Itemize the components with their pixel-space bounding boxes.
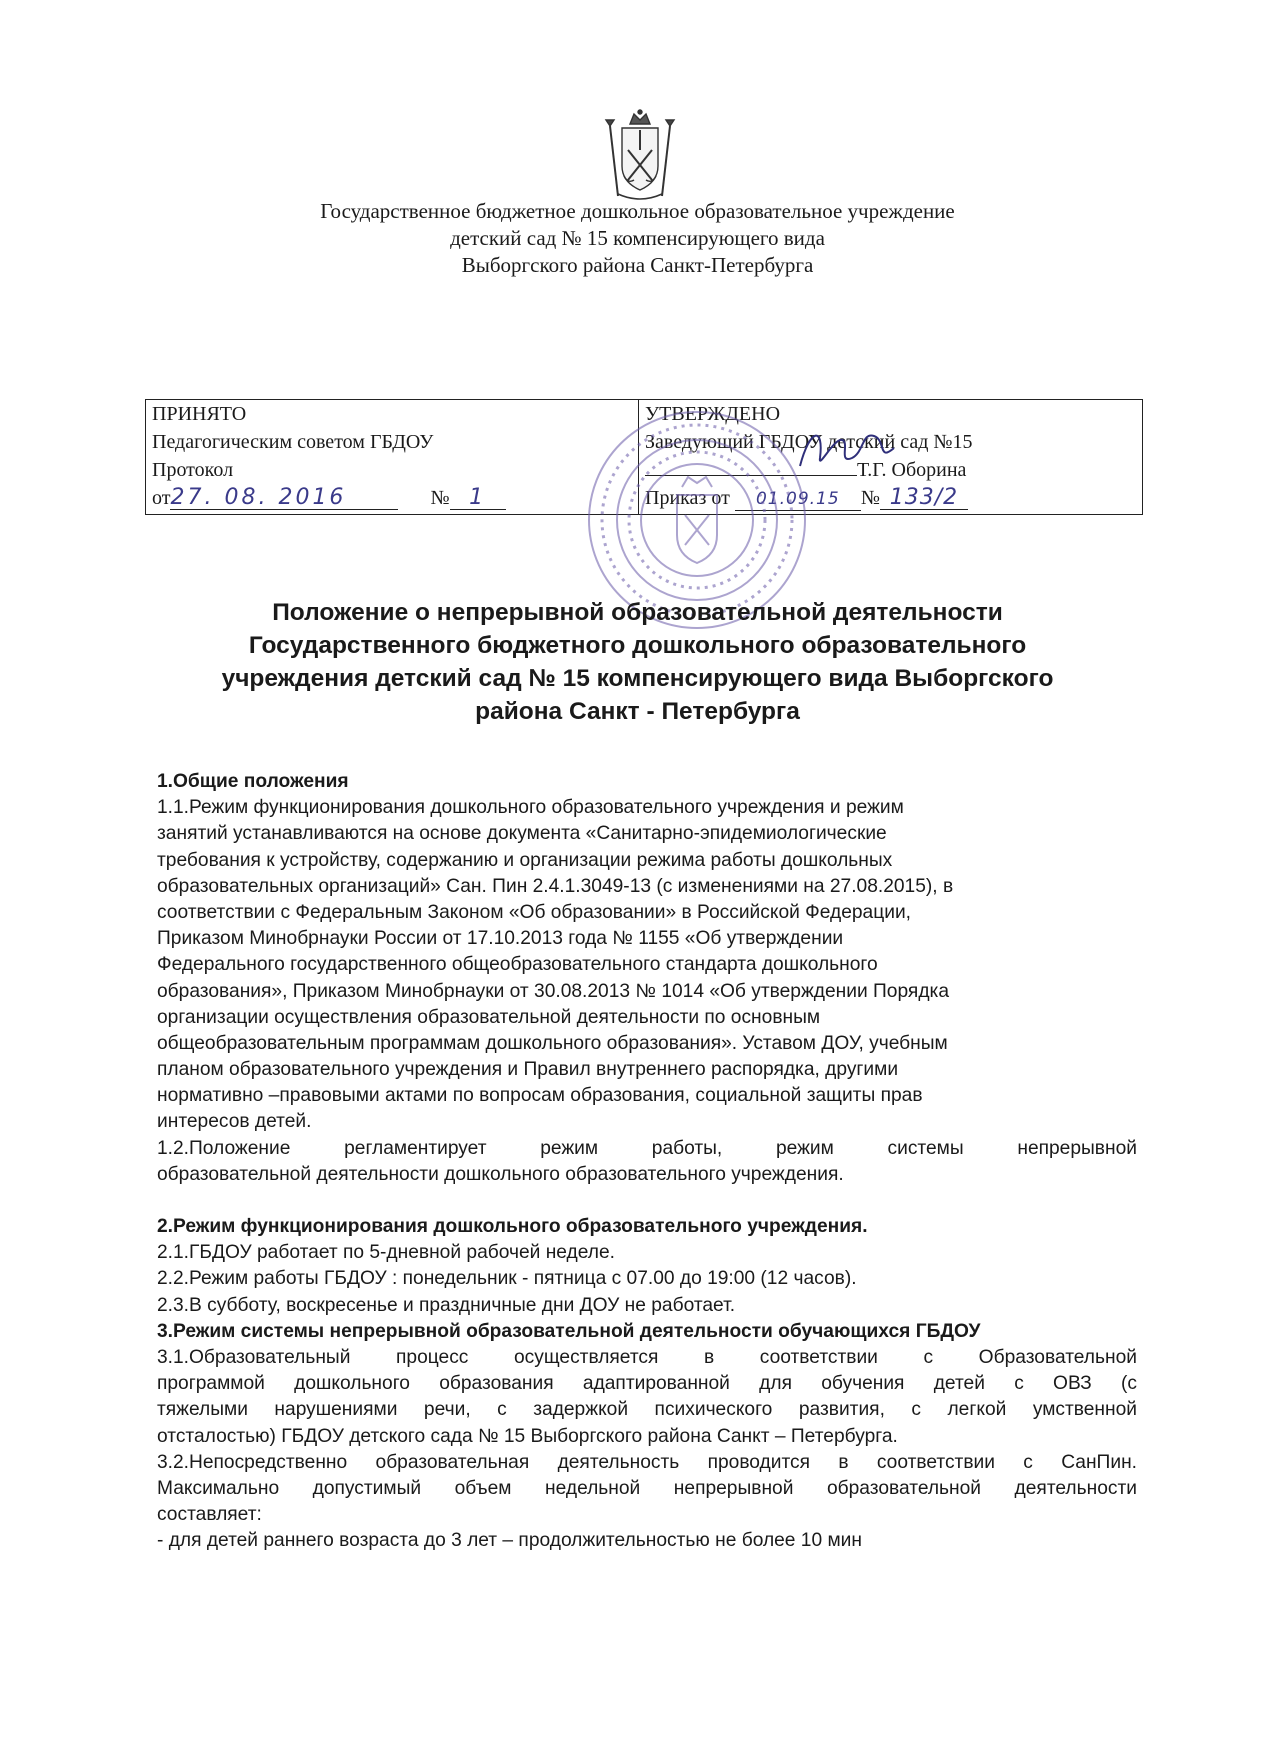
org-name-line-1: Государственное бюджетное дошкольное образовательное учреждение [320, 199, 955, 223]
org-name-line-2: детский сад № 15 компенсирующего вида [450, 226, 825, 250]
number-prefix: № [430, 487, 450, 509]
text-line: тяжелыми нарушениями речи, с задержкой психического развития, с легкой умственной [157, 1399, 1137, 1421]
text-line: отсталостью) ГБДОУ детского сада № 15 Выборгского района Санкт – Петербурга. [157, 1425, 898, 1447]
text-line: 1.1.Режим функционирования дошкольного образовательного учреждения и режим [157, 797, 904, 819]
section-1-heading: 1.Общие положения [157, 771, 349, 792]
order-number-value: 133/2 [880, 487, 968, 510]
text-line: организации осуществления образовательной деятельности по основным [157, 1006, 821, 1028]
section-3-heading: 3.Режим системы непрерывной образовательной деятельности обучающихся ГБДОУ [157, 1320, 981, 1342]
text-line: планом образовательного учреждения и Правил внутреннего распорядка, другими [157, 1059, 899, 1081]
order-number-prefix: № [860, 487, 880, 509]
approved-heading: УТВЕРЖДЕНО [645, 403, 781, 425]
text-line: образовательной деятельности дошкольного образовательного учреждения. [157, 1163, 844, 1185]
text-line: 1.2.Положение регламентирует режим работы, режим системы непрерывной [157, 1137, 1137, 1159]
text-line: образовательных организаций» Сан. Пин 2.4.1.3049-13 (с изменениями на 27.08.2015), в [157, 875, 954, 897]
organization-header [150, 198, 1125, 279]
protocol-label: Протокол [152, 459, 234, 481]
section-2-item: 2.3.В субботу, воскресенье и праздничные дни ДОУ не работает. [157, 1294, 736, 1316]
approver-position: Заведующий ГБДОУ детский сад №15 [645, 431, 973, 453]
text-line: программой дошкольного образования адаптированной для обучения детей с ОВЗ (с [157, 1373, 1137, 1395]
coat-of-arms-icon [600, 106, 680, 202]
text-line: требования к устройству, содержанию и организации режима работы дошкольных [157, 849, 893, 871]
section-2-item: 2.2.Режим работы ГБДОУ : понедельник - пятница с 07.00 до 19:00 (12 часов). [157, 1268, 857, 1290]
section-2-item: 2.1.ГБДОУ работает по 5-дневной рабочей неделе. [157, 1242, 615, 1264]
section-3-list-item: - для детей раннего возраста до 3 лет – продолжительностью не более 10 мин [157, 1530, 862, 1552]
section-2-heading: 2.Режим функционирования дошкольного образовательного учреждения. [157, 1216, 868, 1237]
text-line: интересов детей. [157, 1111, 312, 1133]
text-line: занятий устанавливаются на основе документа «Санитарно-эпидемиологические [157, 823, 887, 845]
text-line: составляет: [157, 1504, 262, 1526]
section-1-paragraph-1 [157, 795, 1137, 1135]
org-name-line-3: Выборгского района Санкт-Петербурга [461, 253, 814, 277]
title-line-3: учреждения детский сад № 15 компенсирующего вида Выборгского [221, 665, 1054, 692]
signer-name: Т.Г. Оборина [857, 459, 967, 481]
text-line: образования», Приказом Минобрнауки от 30.08.2013 № 1014 «Об утверждении Порядка [157, 980, 950, 1002]
title-line-1: Положение о непрерывной образовательной деятельности [272, 599, 1003, 626]
section-3-paragraph-2 [157, 1450, 1137, 1529]
accepted-cell [146, 400, 639, 514]
accepted-by-council: Педагогическим советом ГБДОУ [152, 431, 434, 453]
section-1-paragraph-2 [157, 1136, 1137, 1188]
protocol-date-value: 27. 08. 2016 [170, 487, 398, 510]
protocol-number-value: 1 [450, 487, 506, 510]
text-line: Приказом Минобрнауки России от 17.10.2013 года № 1155 «Об утверждении [157, 928, 844, 950]
date-prefix: от [152, 487, 171, 509]
text-line: нормативно –правовыми актами по вопросам образования, социальной защиты прав [157, 1085, 923, 1107]
order-prefix: Приказ от [645, 487, 730, 509]
title-line-2: Государственного бюджетного дошкольного образовательного [248, 632, 1027, 659]
text-line: Максимально допустимый объем недельной непрерывной образовательной деятельности [157, 1477, 1137, 1499]
text-line: 3.1.Образовательный процесс осуществляется в соответствии с Образовательной [157, 1346, 1137, 1368]
accepted-heading: ПРИНЯТО [152, 403, 247, 425]
protocol-date-line [146, 484, 638, 512]
text-line: 3.2.Непосредственно образовательная деятельность проводится в соответствии с СанПин. [157, 1451, 1137, 1473]
text-line: соответствии с Федеральным Законом «Об образовании» в Российской Федерации, [157, 901, 911, 923]
text-line: общеобразовательным программам дошкольного образования». Уставом ДОУ, учебным [157, 1032, 948, 1054]
handwritten-signature [790, 418, 900, 478]
title-line-4: района Санкт - Петербурга [475, 698, 800, 725]
order-date-value: 01.09.15 [735, 487, 861, 511]
text-line: Федерального государственного общеобразовательного стандарта дошкольного [157, 954, 878, 976]
section-3-paragraph-1 [157, 1345, 1137, 1450]
document-title [150, 596, 1125, 728]
document-body [157, 769, 1137, 1554]
